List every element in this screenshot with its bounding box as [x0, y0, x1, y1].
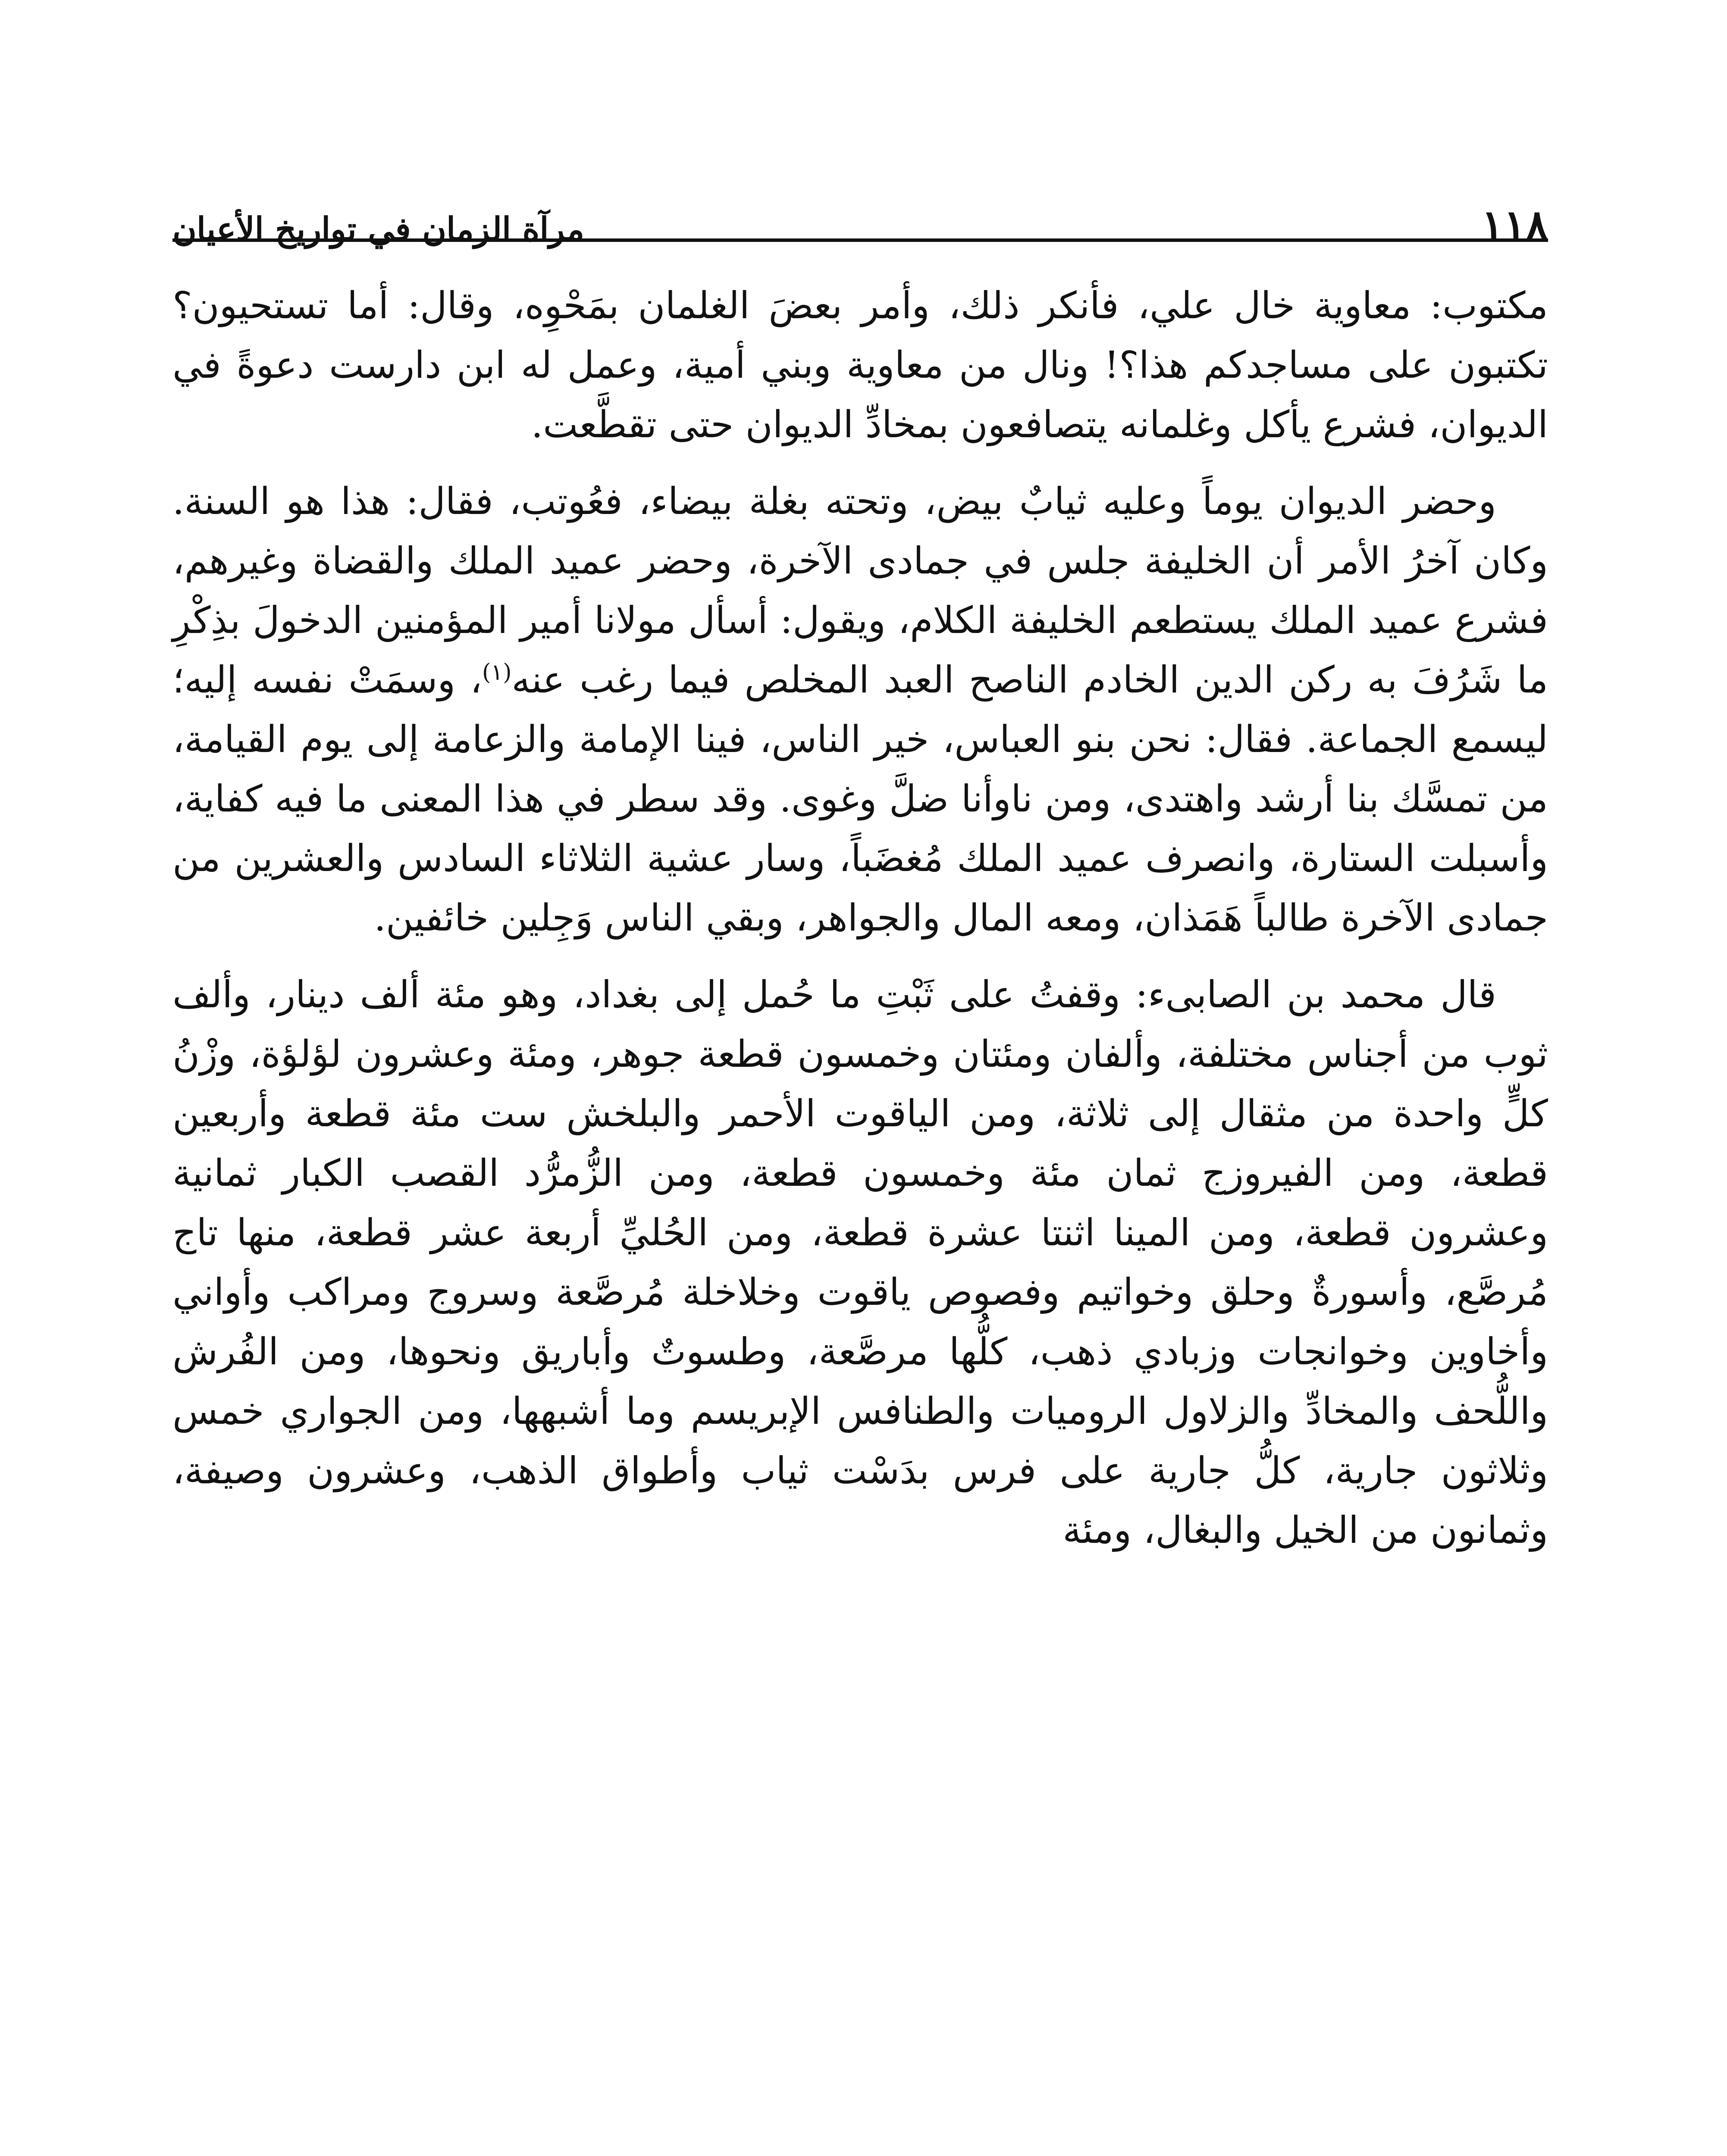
paragraph-3: قال محمد بن الصابىء: وقفتُ على ثَبْتِ ما حُمل إلى بغداد، وهو مئة ألف دينار، وألف ثوب من أجناس مختلفة، وألفان ومئتان وخمسون قطعة جوهر، ومئة وعشرون لؤلؤة، وزْنُ كلٍّ واحدة من مثقال إلى ثلاثة، ومن الياقوت الأحمر والبلخش ست مئة قطعة وأربعين قطعة، ومن الفيروزج ثمان مئة وخمسون قطعة، ومن الزُّمرُّد القصب الكبار ثمانية وعشرون قطعة، ومن المينا اثنتا عشرة قطعة، ومن الحُليِّ أربعة عشر قطعة، منها تاج مُرصَّع، وأسورةٌ وحلق وخواتيم وفصوص ياقوت وخلاخلة مُرصَّعة وسروج ومراكب وأواني وأخاوين وخوانجات وزبادي ذهب، كلُّها مرصَّعة، وطسوتٌ وأباريق ونحوها، ومن الفُرش واللُّحف والمخادِّ والزلاول الروميات والطنافس الإبريسم وما أشبهها، ومن الجواري خمس وثلاثون جارية، كلُّ جارية على فرس بدَسْت ثياب وأطواق الذهب، وعشرون وصيفة، وثمانون من الخيل والبغال، ومئة: [172, 973, 1548, 1552]
paragraph-1: مكتوب: معاوية خال علي، فأنكر ذلك، وأمر بعضَ الغلمان بمَحْوِه، وقال: أما تستحيون؟ تكتبون على مساجدكم هذا؟! ونال من معاوية وبني أمية، وعمل له ابن دارست دعوةً في الديوان، فشرع يأكل وغلمانه يتصافعون بمخادِّ الديوان حتى تقطَّعت.: [172, 284, 1548, 446]
page-number: ١١٨: [1481, 201, 1548, 249]
paragraph-2-part-2: ، وسمَتْ نفسه إليه؛ ليسمع الجماعة. فقال: نحن بنو العباس، خير الناس، فينا الإمامة والزعامة إلى يوم القيامة، من تمسَّك بنا أرشد واهتدى، ومن ناوأنا ضلَّ وغوى. وقد سطر في هذا المعنى ما فيه كفاية، وأسبلت الستارة، وانصرف عميد الملك مُغضَباً، وسار عشية الثلاثاء السادس والعشرين من جمادى الآخرة طالباً هَمَذان، ومعه المال والجواهر، وبقي الناس وَجِلين خائفين.: [172, 658, 1548, 940]
header-rule: [172, 238, 1548, 242]
paragraph-2-part-1: وحضر الديوان يوماً وعليه ثيابٌ بيض، وتحته بغلة بيضاء، فعُوتب، فقال: هذا هو السنة. وكان آخرُ الأمر أن الخليفة جلس في جمادى الآخرة، وحضر عميد الملك والقضاة وغيرهم، فشرع عميد الملك يستطعم الخليفة الكلام، ويقول: أسأل مولانا أمير المؤمنين الدخولَ بذِكْرِ ما شَرُفَ به ركن الدين الخادم الناصح العبد المخلص فيما رغب عنه: [172, 480, 1548, 702]
body-text: [172, 276, 1548, 1577]
running-title: مرآة الزمان في تواريخ الأعيان: [172, 210, 585, 248]
page-header: [172, 164, 1548, 249]
paragraph-2: [172, 472, 1548, 948]
footnote-reference[interactable]: (١): [482, 659, 512, 686]
